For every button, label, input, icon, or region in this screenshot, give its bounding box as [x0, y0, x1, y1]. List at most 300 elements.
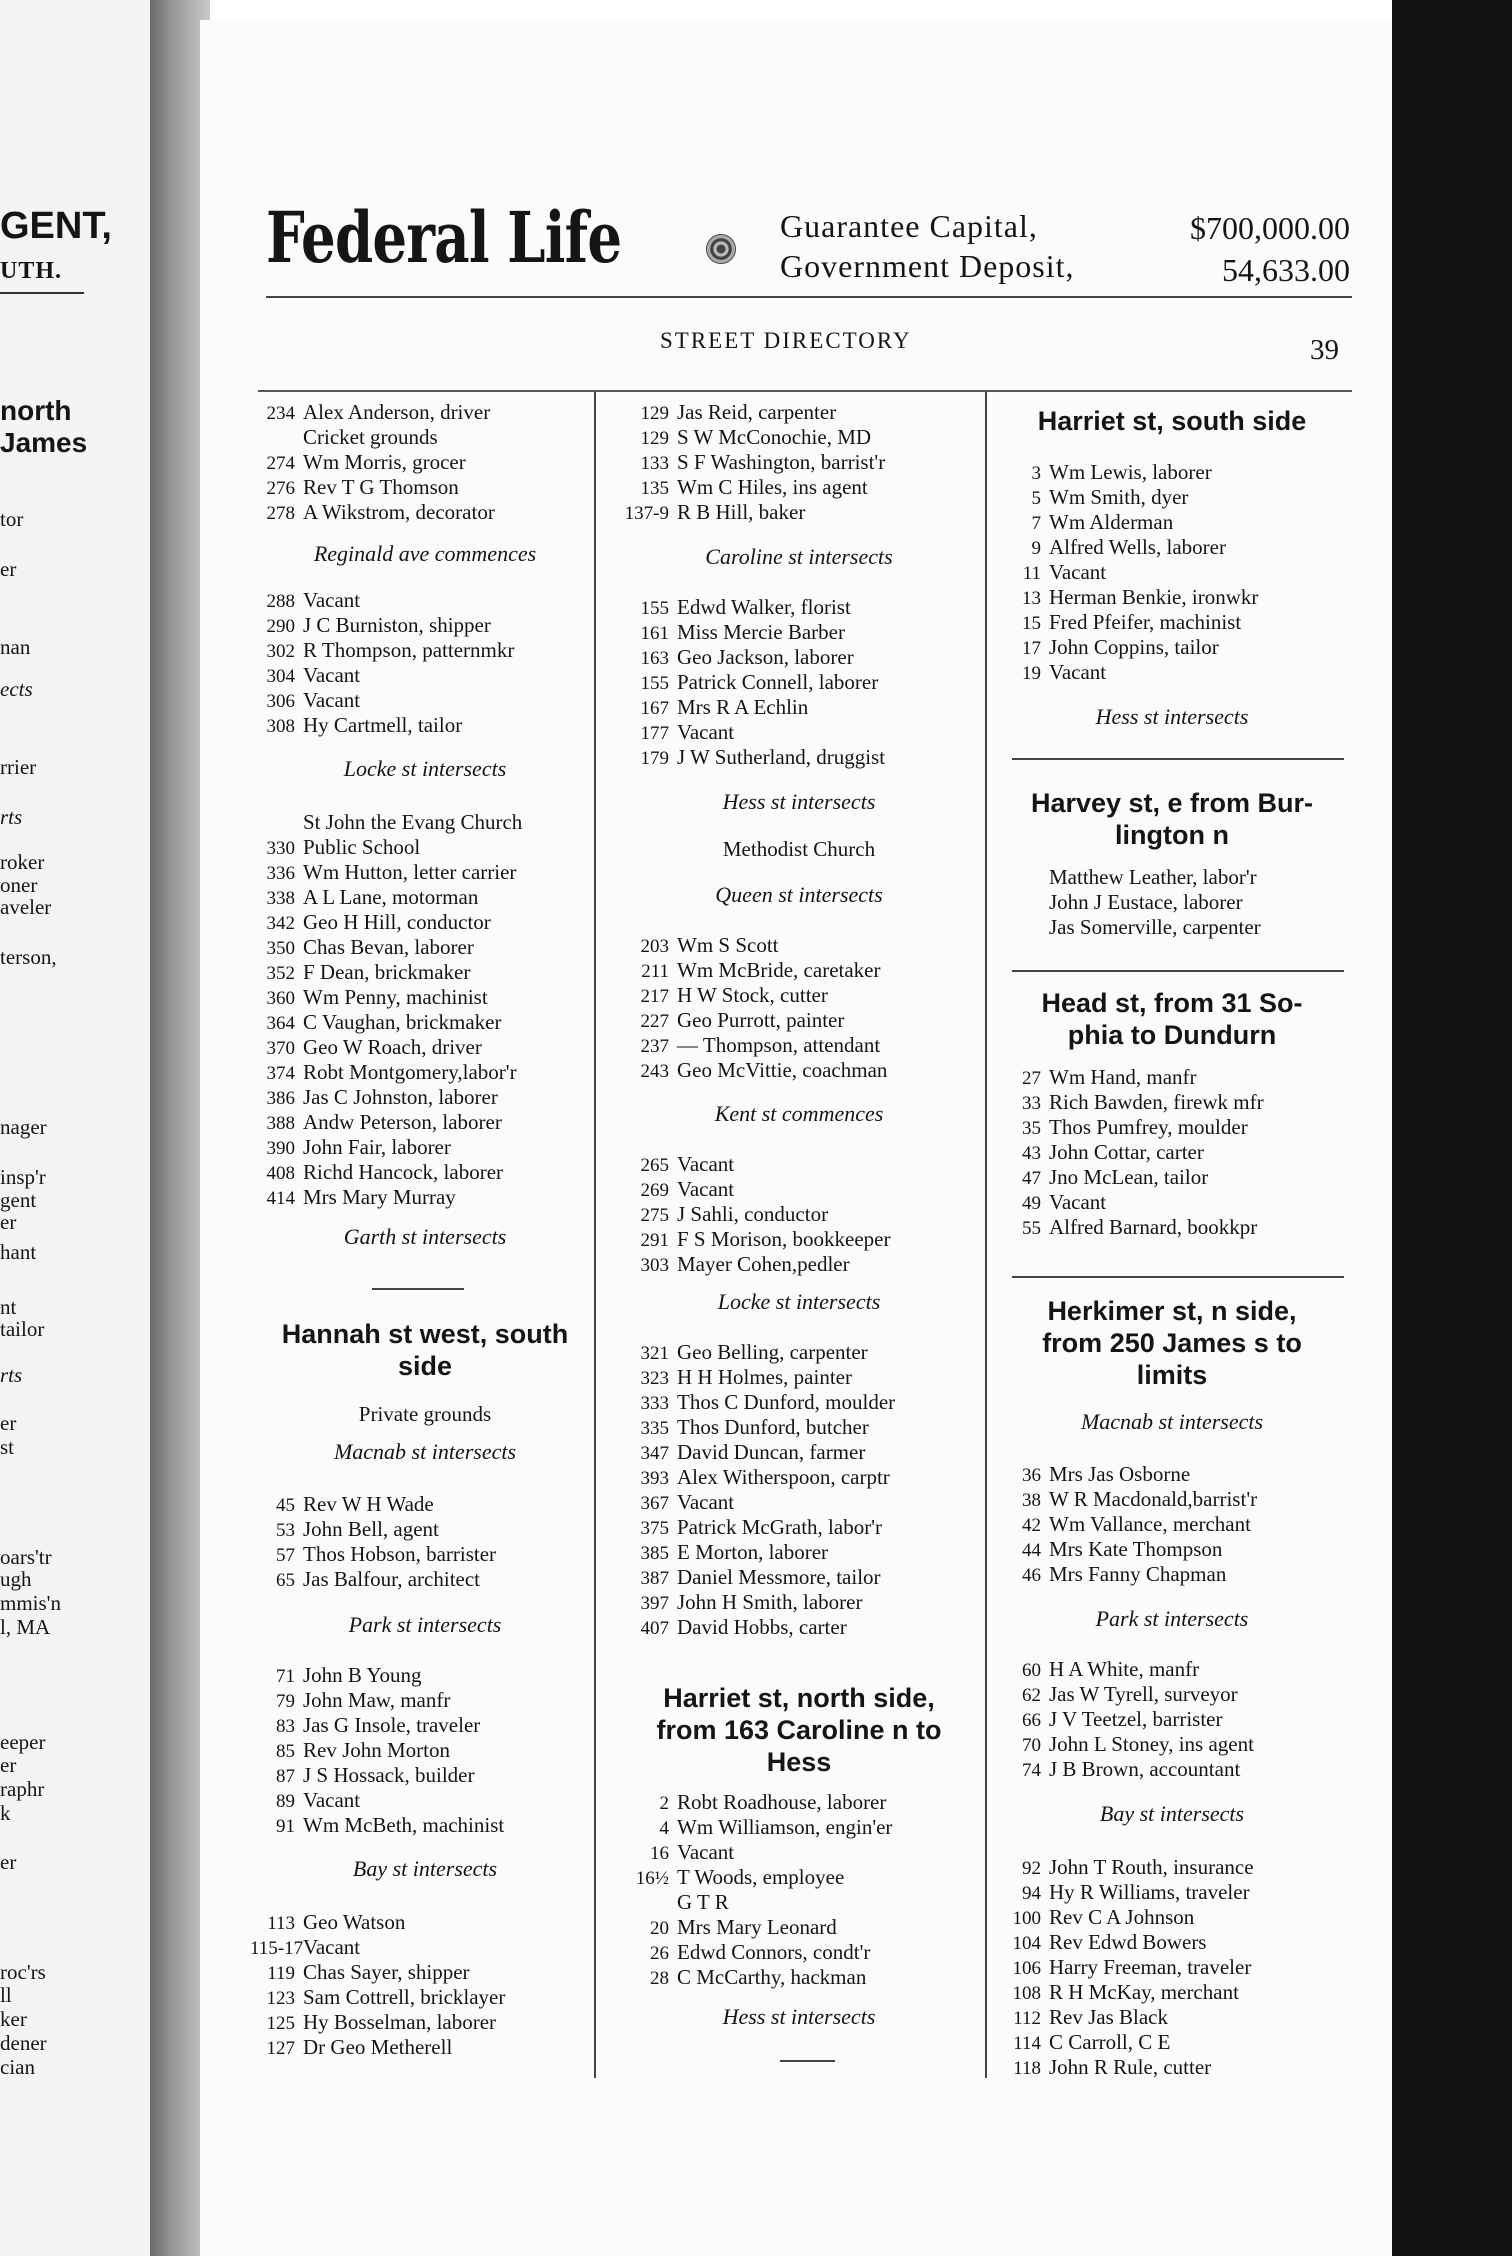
house-number: 87	[276, 1766, 295, 1787]
resident-name: Herman Benkie, ironwkr	[1049, 585, 1259, 609]
house-number: 60	[1022, 1660, 1041, 1681]
seal-icon	[706, 234, 736, 264]
resident-name: Wm C Hiles, ins agent	[677, 475, 868, 499]
facing-page-line: oner	[0, 873, 38, 897]
directory-entry	[624, 400, 836, 426]
resident-name: C McCarthy, hackman	[677, 1965, 867, 1989]
house-number: 333	[640, 1393, 669, 1414]
resident-name: A L Lane, motorman	[303, 885, 479, 909]
directory-entry	[996, 1190, 1106, 1216]
directory-entry	[624, 933, 779, 959]
house-number: 274	[266, 453, 295, 474]
directory-entry	[624, 1033, 880, 1059]
facing-page-line: ugh	[0, 1567, 32, 1591]
directory-entry	[250, 1688, 450, 1714]
directory-entry	[624, 1465, 890, 1491]
house-number: 85	[276, 1741, 295, 1762]
street-heading: Hannah st west, south	[281, 1319, 569, 1349]
resident-name: Jas C Johnston, laborer	[303, 1085, 498, 1109]
resident-name: J C Burniston, shipper	[303, 613, 491, 637]
directory-entry	[624, 1058, 887, 1084]
resident-name: H H Holmes, painter	[677, 1365, 852, 1389]
directory-entry	[624, 1227, 891, 1253]
resident-name: Hy R Williams, traveler	[1049, 1880, 1250, 1904]
resident-name: Rev Edwd Bowers	[1049, 1930, 1207, 1954]
house-number: 118	[1013, 2058, 1041, 2079]
directory-entry	[624, 1252, 850, 1278]
resident-name: Harry Freeman, traveler	[1049, 1955, 1252, 1979]
house-number: 91	[276, 1816, 295, 1837]
facing-page-line: dener	[0, 2031, 47, 2055]
directory-entry	[996, 1757, 1240, 1783]
resident-name: Geo Watson	[303, 1910, 406, 1934]
deposit-value: 54,633.00	[1222, 252, 1350, 288]
house-number: 275	[640, 1205, 669, 1226]
resident-name: Rev John Morton	[303, 1738, 450, 1762]
facing-page-line: oars'tr	[0, 1545, 52, 1569]
house-number: 155	[640, 673, 669, 694]
resident-name: A Wikstrom, decorator	[303, 500, 495, 524]
house-number: 291	[640, 1230, 669, 1251]
capital-value: $700,000.00	[1190, 210, 1350, 246]
street-heading: lington n	[1115, 820, 1229, 850]
intersection-note: Park st intersects	[1095, 1606, 1249, 1631]
house-number: 112	[1013, 2008, 1041, 2029]
resident-name: Wm Williamson, engin'er	[677, 1815, 893, 1839]
facing-page-line: rrier	[0, 755, 37, 779]
house-number: 367	[640, 1493, 669, 1514]
facing-page-line: raphr	[0, 1777, 45, 1801]
resident-name: Richd Hancock, laborer	[303, 1160, 504, 1184]
directory-entry	[624, 500, 805, 526]
resident-name: Edwd Connors, condt'r	[677, 1940, 871, 1964]
house-number: 33	[1022, 1093, 1041, 1114]
directory-entry	[996, 915, 1261, 939]
resident-name: Wm Penny, machinist	[303, 985, 488, 1009]
directory-entry	[624, 425, 871, 451]
intersection-note: Caroline st intersects	[705, 544, 893, 569]
resident-name: Wm Hutton, letter carrier	[303, 860, 517, 884]
facing-page-line: l, MA	[0, 1615, 51, 1639]
house-number: 161	[640, 623, 669, 644]
directory-entry	[250, 1492, 434, 1518]
directory-entry	[996, 1880, 1250, 1906]
house-number: 7	[1031, 513, 1041, 534]
house-number: 65	[276, 1570, 295, 1591]
facing-page-fragment	[0, 0, 158, 2256]
directory-column-3	[996, 400, 1348, 2100]
house-number: 100	[1012, 1908, 1041, 1929]
directory-entry	[250, 450, 466, 476]
house-number: 163	[640, 648, 669, 669]
resident-name: Patrick Connell, laborer	[677, 670, 879, 694]
house-number: 290	[266, 616, 295, 637]
landmark-note: Private grounds	[358, 1402, 492, 1426]
intersection-note: Hess st intersects	[722, 789, 876, 814]
directory-entry	[624, 1840, 734, 1866]
house-number: 89	[276, 1791, 295, 1812]
directory-entry	[996, 635, 1219, 661]
resident-name: John Cottar, carter	[1049, 1140, 1204, 1164]
directory-entry	[624, 1865, 844, 1891]
house-number: 133	[640, 453, 669, 474]
directory-entry	[624, 450, 885, 476]
house-number: 408	[266, 1163, 295, 1184]
directory-title: STREET DIRECTORY	[660, 328, 912, 353]
house-number: 278	[266, 503, 295, 524]
directory-entry	[624, 1940, 870, 1966]
house-number: 17	[1022, 638, 1041, 659]
scan-border	[1392, 0, 1512, 2256]
deposit-label: Government Deposit,	[780, 248, 1075, 284]
resident-name: J Sahli, conductor	[677, 1202, 829, 1226]
house-number: 350	[266, 938, 295, 959]
house-number: 288	[266, 591, 295, 612]
house-number: 114	[1013, 2033, 1041, 2054]
street-heading: from 163 Caroline n to	[656, 1715, 942, 1745]
resident-name: Vacant	[303, 1788, 361, 1812]
facing-page-line: er	[0, 1411, 17, 1435]
directory-entry	[996, 1955, 1251, 1981]
directory-entry	[250, 1160, 503, 1186]
resident-name: Rev T G Thomson	[303, 475, 459, 499]
house-number: 385	[640, 1543, 669, 1564]
directory-entry	[996, 1905, 1194, 1931]
facing-page-line: rts	[0, 805, 23, 829]
resident-name: Vacant	[303, 688, 361, 712]
resident-name: Vacant	[677, 1840, 735, 1864]
house-number: 62	[1022, 1685, 1041, 1706]
house-number: 5	[1031, 488, 1041, 509]
house-number: 3	[1031, 463, 1041, 484]
resident-name: C Vaughan, brickmaker	[303, 1010, 502, 1034]
resident-name: Wm Vallance, merchant	[1049, 1512, 1251, 1536]
house-number: 4	[659, 1818, 669, 1839]
resident-name: Jas G Insole, traveler	[303, 1713, 481, 1737]
house-number: 323	[640, 1368, 669, 1389]
brand-title: Federal Life	[266, 196, 622, 279]
resident-name: Jas Reid, carpenter	[677, 400, 837, 424]
directory-entry	[624, 1790, 886, 1816]
resident-name: John Fair, laborer	[303, 1135, 451, 1159]
house-number: 47	[1022, 1168, 1041, 1189]
resident-name: Alex Witherspoon, carptr	[677, 1465, 890, 1489]
resident-name: Geo W Roach, driver	[303, 1035, 482, 1059]
facing-page-rule	[0, 292, 84, 294]
directory-entry	[250, 1713, 480, 1739]
house-number: 11	[1022, 563, 1041, 584]
resident-name: David Hobbs, carter	[677, 1615, 847, 1639]
resident-name: Mrs Mary Murray	[303, 1185, 456, 1209]
facing-page-line: gent	[0, 1188, 37, 1212]
house-number: 338	[266, 888, 295, 909]
intersection-note: Park st intersects	[348, 1612, 502, 1637]
directory-entry	[250, 1985, 505, 2011]
resident-name: Dr Geo Metherell	[303, 2035, 453, 2059]
directory-entry	[624, 1965, 866, 1991]
resident-name: — Thompson, attendant	[677, 1033, 881, 1057]
directory-entry	[250, 1663, 421, 1689]
resident-name: H A White, manfr	[1049, 1657, 1200, 1681]
directory-entry	[250, 1542, 496, 1568]
directory-entry	[250, 960, 470, 986]
resident-name: Vacant	[303, 588, 361, 612]
house-number: 330	[266, 838, 295, 859]
resident-name: Jas Balfour, architect	[303, 1567, 481, 1591]
directory-entry	[996, 1512, 1251, 1538]
house-number: 57	[276, 1545, 295, 1566]
house-number: 55	[1022, 1218, 1041, 1239]
intersection-note: Kent st commences	[714, 1101, 884, 1126]
resident-name: Wm Lewis, laborer	[1049, 460, 1212, 484]
house-number: 211	[641, 961, 669, 982]
directory-entry	[996, 1855, 1254, 1881]
house-number: 265	[640, 1155, 669, 1176]
directory-entry	[624, 1615, 847, 1641]
resident-name: F S Morison, bookkeeper	[677, 1227, 891, 1251]
resident-name: R Thompson, patternmkr	[303, 638, 515, 662]
facing-page-line: James	[0, 427, 88, 458]
directory-entry	[624, 958, 880, 984]
house-number: 129	[640, 403, 669, 424]
directory-entry	[996, 1930, 1206, 1956]
resident-name: Wm McBeth, machinist	[303, 1813, 505, 1837]
resident-name: J V Teetzel, barrister	[1049, 1707, 1223, 1731]
directory-entry	[624, 720, 734, 746]
house-number: 20	[650, 1918, 669, 1939]
directory-entry	[624, 1565, 881, 1591]
resident-name: Hy Cartmell, tailor	[303, 713, 463, 737]
resident-name: Alex Anderson, driver	[303, 400, 491, 424]
directory-entry	[250, 2010, 496, 2036]
directory-entry	[250, 1813, 504, 1839]
header-rule	[266, 296, 1352, 298]
house-number: 302	[266, 641, 295, 662]
directory-entry	[996, 585, 1258, 611]
resident-name: Jas W Tyrell, surveyor	[1049, 1682, 1238, 1706]
intersection-note: Hess st intersects	[1095, 704, 1249, 729]
facing-page-line: cian	[0, 2055, 35, 2079]
directory-entry	[996, 2055, 1211, 2081]
house-number: 15	[1022, 613, 1041, 634]
house-number: 407	[640, 1618, 669, 1639]
house-number: 414	[266, 1188, 295, 1209]
resident-name: Sam Cottrell, bricklayer	[303, 1985, 506, 2009]
house-number: 203	[640, 936, 669, 957]
resident-name: Thos C Dunford, moulder	[677, 1390, 896, 1414]
resident-name: John B Young	[303, 1663, 422, 1687]
street-heading: Hess	[766, 1747, 832, 1777]
directory-entry	[624, 1415, 869, 1441]
house-number: 127	[266, 2038, 295, 2059]
facing-page-line: er	[0, 1753, 17, 1777]
house-number: 276	[266, 478, 295, 499]
house-number: 70	[1022, 1735, 1041, 1756]
resident-name: Daniel Messmore, tailor	[677, 1565, 881, 1589]
resident-name: Jno McLean, tailor	[1049, 1165, 1209, 1189]
resident-name: C Carroll, C E	[1049, 2030, 1171, 2054]
resident-name: Fred Pfeifer, machinist	[1049, 610, 1242, 634]
house-number: 342	[266, 913, 295, 934]
facing-page-line: mmis'n	[0, 1591, 61, 1615]
resident-name: Mrs Mary Leonard	[677, 1915, 837, 1939]
house-number: 306	[266, 691, 295, 712]
house-number: 390	[266, 1138, 295, 1159]
house-number: 167	[640, 698, 669, 719]
resident-name: Thos Hobson, barrister	[303, 1542, 497, 1566]
street-heading: Head st, from 31 So-	[1041, 988, 1303, 1018]
directory-entry	[996, 1980, 1239, 2006]
directory-entry	[624, 475, 868, 501]
house-number: 269	[640, 1180, 669, 1201]
house-number: 2	[659, 1793, 669, 1814]
intersection-note: Hess st intersects	[722, 2004, 876, 2029]
resident-name: Mrs Kate Thompson	[1049, 1537, 1223, 1561]
facing-page-line: north	[0, 395, 72, 426]
intersection-note: Macnab st intersects	[1080, 1409, 1264, 1434]
house-number: 129	[640, 428, 669, 449]
resident-name: R B Hill, baker	[677, 500, 806, 524]
directory-column-1	[250, 400, 600, 2100]
resident-name: T Woods, employee	[677, 1865, 845, 1889]
facing-page-line: er	[0, 557, 17, 581]
directory-entry	[624, 1152, 734, 1178]
house-number: 92	[1022, 1858, 1041, 1879]
facing-page-subheading: UTH.	[0, 258, 63, 284]
facing-page-line: insp'r	[0, 1165, 46, 1189]
house-number: 364	[266, 1013, 295, 1034]
intersection-note: Bay st intersects	[1099, 1801, 1245, 1826]
house-number: 135	[640, 478, 669, 499]
intersection-note: Locke st intersects	[343, 756, 507, 781]
directory-entry	[250, 663, 360, 689]
facing-page-line: hant	[0, 1240, 37, 1264]
directory-entry	[996, 1065, 1197, 1091]
house-number: 388	[266, 1113, 295, 1134]
house-number: 36	[1022, 1465, 1041, 1486]
directory-entry	[996, 660, 1106, 686]
house-number: 155	[640, 598, 669, 619]
directory-entry	[250, 1960, 470, 1986]
resident-name: J B Brown, accountant	[1049, 1757, 1241, 1781]
house-number: 104	[1012, 1933, 1041, 1954]
resident-name: Rev C A Johnson	[1049, 1905, 1195, 1929]
street-heading: Harriet st, north side,	[663, 1683, 935, 1713]
directory-entry	[250, 985, 488, 1011]
directory-entry	[624, 1590, 862, 1616]
resident-name: Wm Hand, manfr	[1049, 1065, 1197, 1089]
facing-page-heading: GENT,	[0, 205, 112, 247]
street-heading: Harriet st, south side	[1037, 406, 1307, 436]
directory-entry	[250, 588, 360, 614]
directory-entry	[250, 1010, 501, 1036]
directory-entry	[250, 835, 420, 861]
house-number: 9	[1031, 538, 1041, 559]
directory-entry	[624, 1815, 892, 1841]
resident-name: Vacant	[303, 1935, 361, 1959]
house-number: 45	[276, 1495, 295, 1516]
facing-page-line: ker	[0, 2007, 27, 2031]
page-number: 39	[1310, 334, 1339, 366]
directory-entry	[250, 810, 522, 834]
column-divider-2	[985, 392, 987, 2078]
directory-entry	[250, 1110, 502, 1136]
resident-name: Geo McVittie, coachman	[677, 1058, 888, 1082]
resident-name: John R Rule, cutter	[1049, 2055, 1212, 2079]
facing-page-line: st	[0, 1435, 15, 1459]
directory-entry	[624, 620, 845, 646]
street-heading: Herkimer st, n side,	[1047, 1296, 1297, 1326]
resident-name: G T R	[677, 1890, 729, 1914]
directory-entry	[250, 688, 360, 714]
house-number: 16½	[635, 1868, 669, 1889]
house-number: 115-17	[250, 1938, 304, 1959]
directory-entry	[624, 1915, 837, 1941]
directory-entry	[250, 1788, 360, 1814]
directory-entry	[996, 560, 1106, 586]
resident-name: Vacant	[677, 720, 735, 744]
directory-entry	[996, 1462, 1190, 1488]
directory-entry	[996, 1090, 1264, 1116]
resident-name: Mrs Fanny Chapman	[1049, 1562, 1227, 1586]
resident-name: Vacant	[303, 663, 361, 687]
resident-name: Public School	[303, 835, 421, 859]
directory-entry	[624, 695, 808, 721]
resident-name: Chas Bevan, laborer	[303, 935, 474, 959]
directory-entry	[996, 1537, 1222, 1563]
resident-name: Geo Purrott, painter	[677, 1008, 845, 1032]
house-number: 304	[266, 666, 295, 687]
house-number: 321	[640, 1343, 669, 1364]
directory-entry	[250, 475, 459, 501]
directory-entry	[250, 935, 474, 961]
resident-name: Wm Morris, grocer	[303, 450, 466, 474]
facing-page-line: er	[0, 1210, 17, 1234]
resident-name: H W Stock, cutter	[677, 983, 828, 1007]
resident-name: W R Macdonald,barrist'r	[1049, 1487, 1258, 1511]
directory-entry	[250, 713, 462, 739]
resident-name: John J Eustace, laborer	[1049, 890, 1243, 914]
intersection-note: Queen st intersects	[715, 882, 883, 907]
facing-page-line: nager	[0, 1115, 47, 1139]
house-number: 303	[640, 1255, 669, 1276]
directory-entry	[624, 1490, 734, 1516]
directory-entry	[624, 1340, 868, 1366]
directory-entry	[624, 1515, 882, 1541]
directory-entry	[624, 1890, 729, 1914]
intersection-note: Reginald ave commences	[313, 541, 537, 566]
house-number: 387	[640, 1568, 669, 1589]
directory-entry	[624, 1390, 895, 1416]
directory-entry	[624, 1540, 828, 1566]
directory-entry	[996, 610, 1241, 636]
intersection-note: Bay st intersects	[352, 1856, 498, 1881]
house-number: 179	[640, 748, 669, 769]
house-number: 243	[640, 1061, 669, 1082]
directory-entry	[250, 1185, 456, 1211]
facing-page-line: ects	[0, 677, 33, 701]
resident-name: John Bell, agent	[303, 1517, 439, 1541]
resident-name: Robt Roadhouse, laborer	[677, 1790, 887, 1814]
resident-name: Vacant	[677, 1152, 735, 1176]
resident-name: Thos Dunford, butcher	[677, 1415, 869, 1439]
house-number: 352	[266, 963, 295, 984]
directory-entry	[624, 1440, 865, 1466]
house-number: 308	[266, 716, 295, 737]
street-heading: side	[397, 1351, 453, 1381]
directory-entry	[996, 460, 1212, 486]
directory-entry	[624, 745, 885, 771]
